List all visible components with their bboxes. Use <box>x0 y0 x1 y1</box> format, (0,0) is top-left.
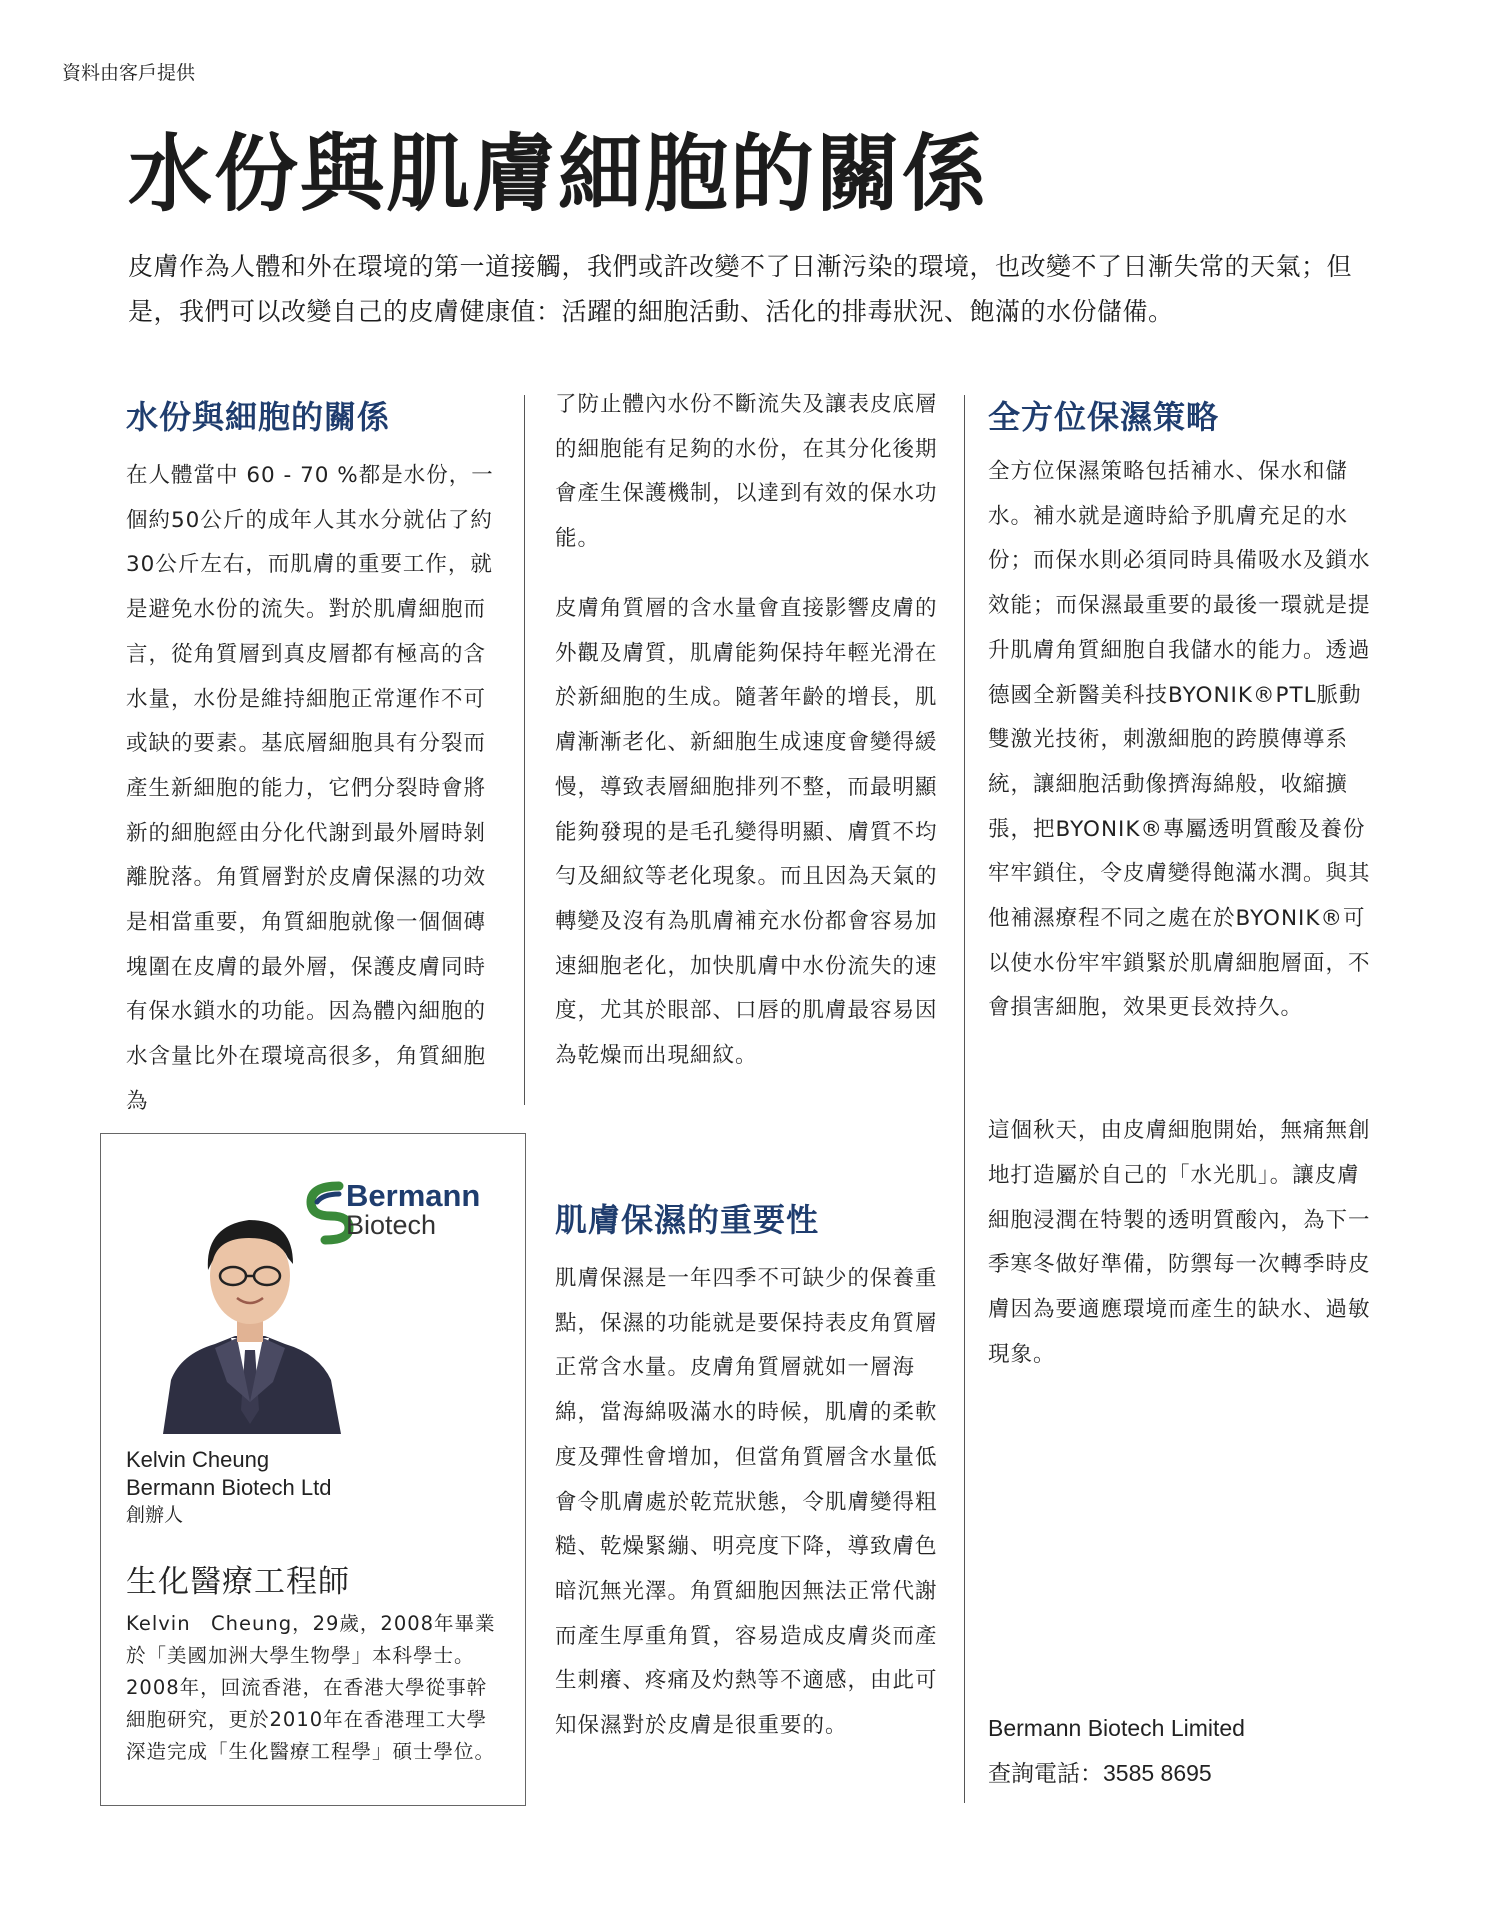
column-divider <box>524 395 525 1105</box>
column-divider <box>964 395 965 1803</box>
person-company: Bermann Biotech Ltd <box>126 1475 332 1500</box>
autumn-paragraph: 這個秋天，由皮膚細胞開始，無痛無創地打造屬於自己的「水光肌」。讓皮膚細胞浸潤在特製的透明質酸內，為下一季寒冬做好準備，防禦每一次轉季時皮膚因為要適應環境而產生的缺水、過敏現象。 <box>988 1118 1371 1367</box>
aging-paragraph: 皮膚角質層的含水量會直接影響皮膚的外觀及膚質，肌膚能夠保持年輕光滑在於新細胞的生成。隨著年齡的增長，肌膚漸漸老化、新細胞生成速度會變得緩慢，導致表層細胞排列不整，而最明顯能夠發現的是毛孔變得明顯、膚質不均勻及細紋等老化現象。而且因為天氣的轉變及沒有為肌膚補充水份都會容易加速細胞老化，加快肌膚中水份流失的速度，尤其於眼部、口唇的肌膚最容易因為乾燥而出現細紋。 <box>555 596 938 1069</box>
contact-block <box>988 1706 1245 1796</box>
section-heading-importance: 肌膚保濕的重要性 <box>555 1201 820 1239</box>
profile-box <box>100 1133 526 1806</box>
column-2 <box>555 383 940 562</box>
contact-phone: 查詢電話：3585 8695 <box>988 1760 1212 1786</box>
column-3 <box>988 450 1373 1377</box>
intro-paragraph: 皮膚作為人體和外在環境的第一道接觸，我們或許改變不了日漸污染的環境，也改變不了日漸失常的天氣；但是，我們可以改變自己的皮膚健康值：活躍的細胞活動、活化的排毒狀況、飽滿的水份儲備。 <box>128 252 1353 326</box>
section-heading-water-cells: 水份與細胞的關係 <box>126 398 391 436</box>
page-title: 水份與肌膚細胞的關係 <box>128 125 989 223</box>
strategy-paragraph: 全方位保濕策略包括補水、保水和儲水。補水就是適時給予肌膚充足的水份；而保水則必須同時具備吸水及鎖水效能；而保濕最重要的最後一環就是提升肌膚角質細胞自我儲水的能力。透過德國全新醫美科技BYONIK®PTL脈動雙激光技術，刺激細胞的跨膜傳導系統，讓細胞活動像擠海綿般，收縮擴張，把BYONIK®專屬透明質酸及養份牢牢鎖住，令皮膚變得飽滿水潤。與其他補濕療程不同之處在於BYONIK®可以使水份牢牢鎖緊於肌膚細胞層面，不會損害細胞，效果更長效持久。 <box>988 459 1371 1021</box>
section-heading-strategy: 全方位保濕策略 <box>988 398 1220 436</box>
contact-company: Bermann Biotech Limited <box>988 1715 1245 1741</box>
section-body-importance: 肌膚保濕是一年四季不可缺少的保養重點，保濕的功能就是要保持表皮角質層正常含水量。皮膚角質層就如一層海綿，當海綿吸滿水的時候，肌膚的柔軟度及彈性會增加，但當角質層含水量低會令肌膚處於乾荒狀態，令肌膚變得粗糙、乾燥緊繃、明亮度下降，導致膚色暗沉無光澤。角質細胞因無法正常代謝而產生厚重角質，容易造成皮膚炎而產生刺癢、疼痛及灼熱等不適感，由此可知保濕對於皮膚是很重要的。 <box>555 1266 938 1739</box>
logo-subtitle: Biotech <box>346 1210 437 1240</box>
person-name: Kelvin Cheung <box>126 1447 270 1472</box>
logo-name: Bermann <box>346 1178 481 1213</box>
person-role: 創辦人 <box>126 1505 184 1526</box>
column-1 <box>126 454 508 1125</box>
section-body-water-cells: 在人體當中 60 - 70 %都是水份，一個約50公斤的成年人其水分就佔了約30公斤左右，而肌膚的重要工作，就是避免水份的流失。對於肌膚細胞而言，從角質層到真皮層都有極高的含水量，水份是維持細胞正常運作不可或缺的要素。基底層細胞具有分裂而產生新細胞的能力，它們分裂時會將新的細胞經由分化代謝到最外層時剝離脫落。角質層對於皮膚保濕的功效是相當重要，角質細胞就像一個個磚塊圍在皮膚的最外層，保護皮膚同時有保水鎖水的功能。因為體內細胞的水含量比外在環境高很多，角質細胞為 <box>126 463 494 1114</box>
section-continued-paragraph: 了防止體內水份不斷流失及讓表皮底層的細胞能有足夠的水份，在其分化後期會產生保護機制，以達到有效的保水功能。 <box>555 392 938 552</box>
bio-text: Kelvin Cheung，29歲，2008年畢業於「美國加洲大學生物學」本科學士。2008年，回流香港，在香港大學從事幹細胞研究，更於2010年在香港理工大學深造完成「生化醫療工程學」碩士學位。 <box>126 1612 496 1763</box>
bio-heading: 生化醫療工程師 <box>126 1564 350 1600</box>
credit-note: 資料由客戶提供 <box>62 62 196 84</box>
person-info <box>126 1446 331 1530</box>
